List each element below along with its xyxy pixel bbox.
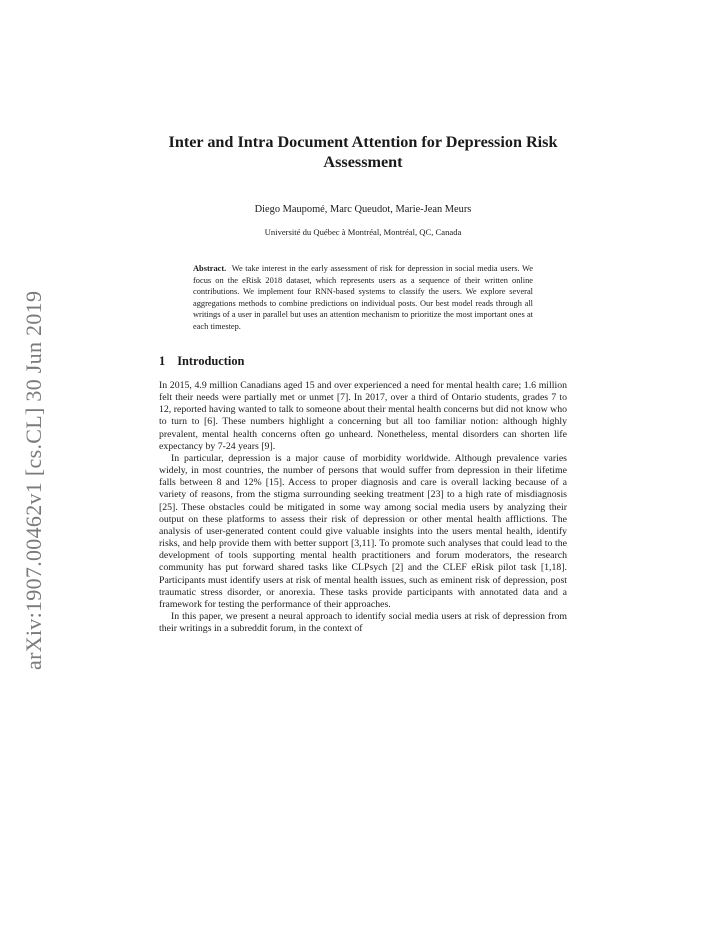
abstract-text: We take interest in the early assessment of risk for depression in social media users. We focus on the eRisk 2018 dataset, which represents users as a sequence of their written online contributions. We implement four RNN-based systems to classify the users. We explore several aggregations methods to combine predictions on individual posts. Our best model reads through all writings of a user in parallel but uses an attention mechanism to prioritize the most important ones at each timestep. (193, 264, 533, 331)
paper-authors: Diego Maupomé, Marc Queudot, Marie-Jean Meurs (254, 204, 472, 215)
abstract-block (193, 263, 533, 332)
section-body (159, 380, 567, 635)
section-heading (159, 354, 567, 369)
arxiv-identifier-text: arXiv:1907.00462v1 [cs.CL] 30 Jun 2019 (21, 290, 46, 670)
section-number: 1 (159, 354, 166, 368)
body-paragraph: In this paper, we present a neural approach to identify social media users at risk of depression from their writings in a subreddit forum, in the context of (159, 610, 567, 635)
body-paragraph: In 2015, 4.9 million Canadians aged 15 and over experienced a need for mental health care; 1.6 million felt their needs were partially met or unmet [7]. In 2017, over a third of Ontario students, grades 7 to 12, reported having wanted to talk to someone about their mental health concerns but did not know who to turn to [6]. These numbers highlight a concerning but all too familiar notion: although highly prevalent, mental health concerns often go unheard. Nonetheless, mental disorders can shorten life expectancy by 7-24 years [9]. (159, 380, 567, 452)
paper-page (159, 132, 567, 635)
arxiv-identifier-stamp (16, 230, 52, 670)
abstract-label: Abstract. (193, 264, 227, 273)
paper-title: Inter and Intra Document Attention for Depression Risk Assessment (168, 133, 558, 171)
body-paragraph: In particular, depression is a major cause of morbidity worldwide. Although prevalence varies widely, in most countries, the number of persons that would suffer from depression in their lifetime falls between 8 and 12% [15]. Access to proper diagnosis and care is overall lacking because of a variety of reasons, from the stigma surrounding seeking treatment [23] to a high rate of misdiagnosis [25]. These obstacles could be mitigated in some way among social media users by analyzing their output on these platforms to assess their risk of depression or other mental health afflictions. The analysis of user-generated content could give valuable insights into the users mental health, identify risks, and help provide them with better support [3,11]. To promote such analyses that could lead to the development of tools supporting mental health practitioners and forum moderators, the research community has put forward shared tasks like CLPsych [2] and the CLEF eRisk pilot task [1,18]. Participants must identify users at risk of mental health issues, such as eminent risk of depression, post traumatic stress disorder, or anorexia. These tasks provide participants with annotated data and a framework for testing the performance of their approaches. (159, 452, 567, 610)
paper-affiliation: Université du Québec à Montréal, Montréal, QC, Canada (264, 227, 462, 237)
section-title: Introduction (177, 354, 245, 368)
